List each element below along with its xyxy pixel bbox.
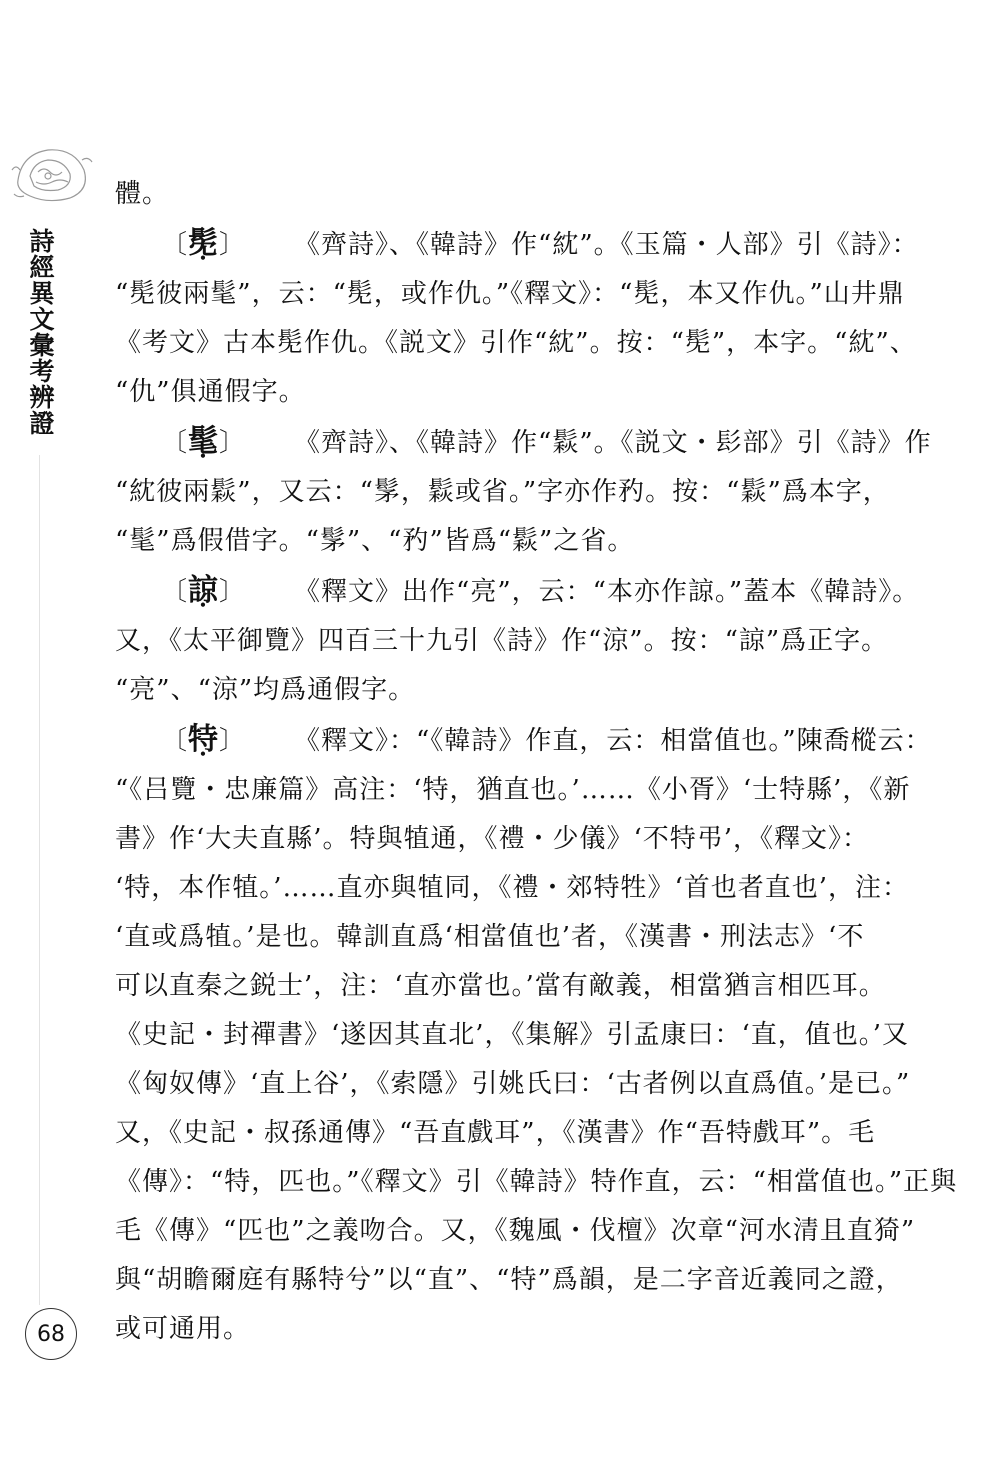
entry-text-line: ‘直或爲犆。’是也。韓訓直爲‘相當值也’者，《漢書・刑法志》‘不 [115,922,865,952]
entry-text-line: 毛《傳》“匹也”之義吻合。又，《魏風・伐檀》次章“河水清且直猗” [115,1216,916,1246]
headword: 髦 [188,424,220,459]
entry-text-line: “髦”爲假借字。“髳”、“䂆”皆爲“鬏”之省。 [115,526,635,556]
entry-first-line [115,219,919,270]
page-number: 68 [25,1308,77,1360]
side-book-title: 詩經異文彙考辨證 [26,228,55,436]
entry [115,417,932,566]
bracket-open: 〔 [161,726,189,756]
headword: 髧 [188,226,220,261]
entry-text-line: 《齊詩》、《韓詩》作“紞”。《玉篇・人部》引《詩》： [294,230,919,260]
bracket-close: 〕 [219,230,247,260]
entry [115,715,958,1354]
bracket-open: 〔 [161,230,189,260]
entry-text-line: “《吕覽・忠廉篇》高注：‘特，猶直也。’……《小胥》‘士特縣’，《新 [115,775,911,805]
side-divider [39,455,40,1305]
entry [115,566,920,715]
entry-text-line: 《齊詩》、《韓詩》作“鬏”。《説文・髟部》引《詩》作 [294,428,932,458]
entry-text-line: “紞彼兩鬏”，又云：“髳，鬏或省。”字亦作䂆。按：“鬏”爲本字， [115,477,890,507]
entry-text-line: 《考文》古本髧作仇。《説文》引作“紞”。按：“髧”，本字。“紞”、 [115,328,917,358]
entry-text-line: “仇”俱通假字。 [115,377,306,407]
entry-text-line: “髧彼兩髦”，云：“髧，或作仇。”《釋文》：“髧，本又作仇。”山井鼎 [115,279,905,309]
entry-text-line: 與“胡瞻爾庭有縣特兮”以“直”、“特”爲韻，是二字音近義同之證， [115,1265,903,1295]
bracket-close: 〕 [219,577,247,607]
entry [115,219,919,417]
headword: 特 [188,722,220,757]
bracket-close: 〕 [219,428,247,458]
entry-text-line: “亮”、“涼”均爲通假字。 [115,675,416,705]
entry-first-line [115,715,932,766]
entry-first-line [115,566,920,617]
entry-text-line: 《匈奴傳》‘直上谷’，《索隱》引姚氏曰：‘古者例以直爲值。’是已。” [115,1069,911,1099]
entry-text-line: 《傳》：“特，匹也。”《釋文》引《韓詩》特作直，云：“相當值也。”正與 [115,1167,958,1197]
entry-text-line: 《史記・封禪書》‘遂因其直北’，《集解》引孟康曰：‘直，值也。’又 [115,1020,910,1050]
entry-text-line: ‘特，本作犆。’……直亦與犆同，《禮・郊特牲》‘首也者直也’，注： [115,873,910,903]
entry-text-line: 《釋文》：“《韓詩》作直，云：相當值也。”陳喬樅云： [294,726,932,756]
lead-line: 體。 [115,179,170,209]
bracket-open: 〔 [161,428,189,458]
main-text [115,170,958,1354]
entry-text-line: 又，《史記・叔孫通傳》“吾直戲耳”，《漢書》作“吾特戲耳”。毛 [115,1118,876,1148]
bracket-open: 〔 [161,577,189,607]
headword: 諒 [188,573,220,608]
entry-text-line: 《釋文》出作“亮”，云：“本亦作諒。”蓋本《韓詩》。 [294,577,920,607]
entry-text-line: 或可通用。 [115,1314,251,1344]
seal-ornament-icon [8,140,96,206]
bracket-close: 〕 [219,726,247,756]
entry-text-line: 書》作‘大夫直縣’。特與犆通，《禮・少儀》‘不特弔’，《釋文》： [115,824,870,854]
entry-text-line: 又，《太平御覽》四百三十九引《詩》作“涼”。按：“諒”爲正字。 [115,626,889,656]
entry-first-line [115,417,932,468]
entry-text-line: 可以直秦之鋭士’，注：‘直亦當也。’當有敵義，相當猶言相匹耳。 [115,971,886,1001]
